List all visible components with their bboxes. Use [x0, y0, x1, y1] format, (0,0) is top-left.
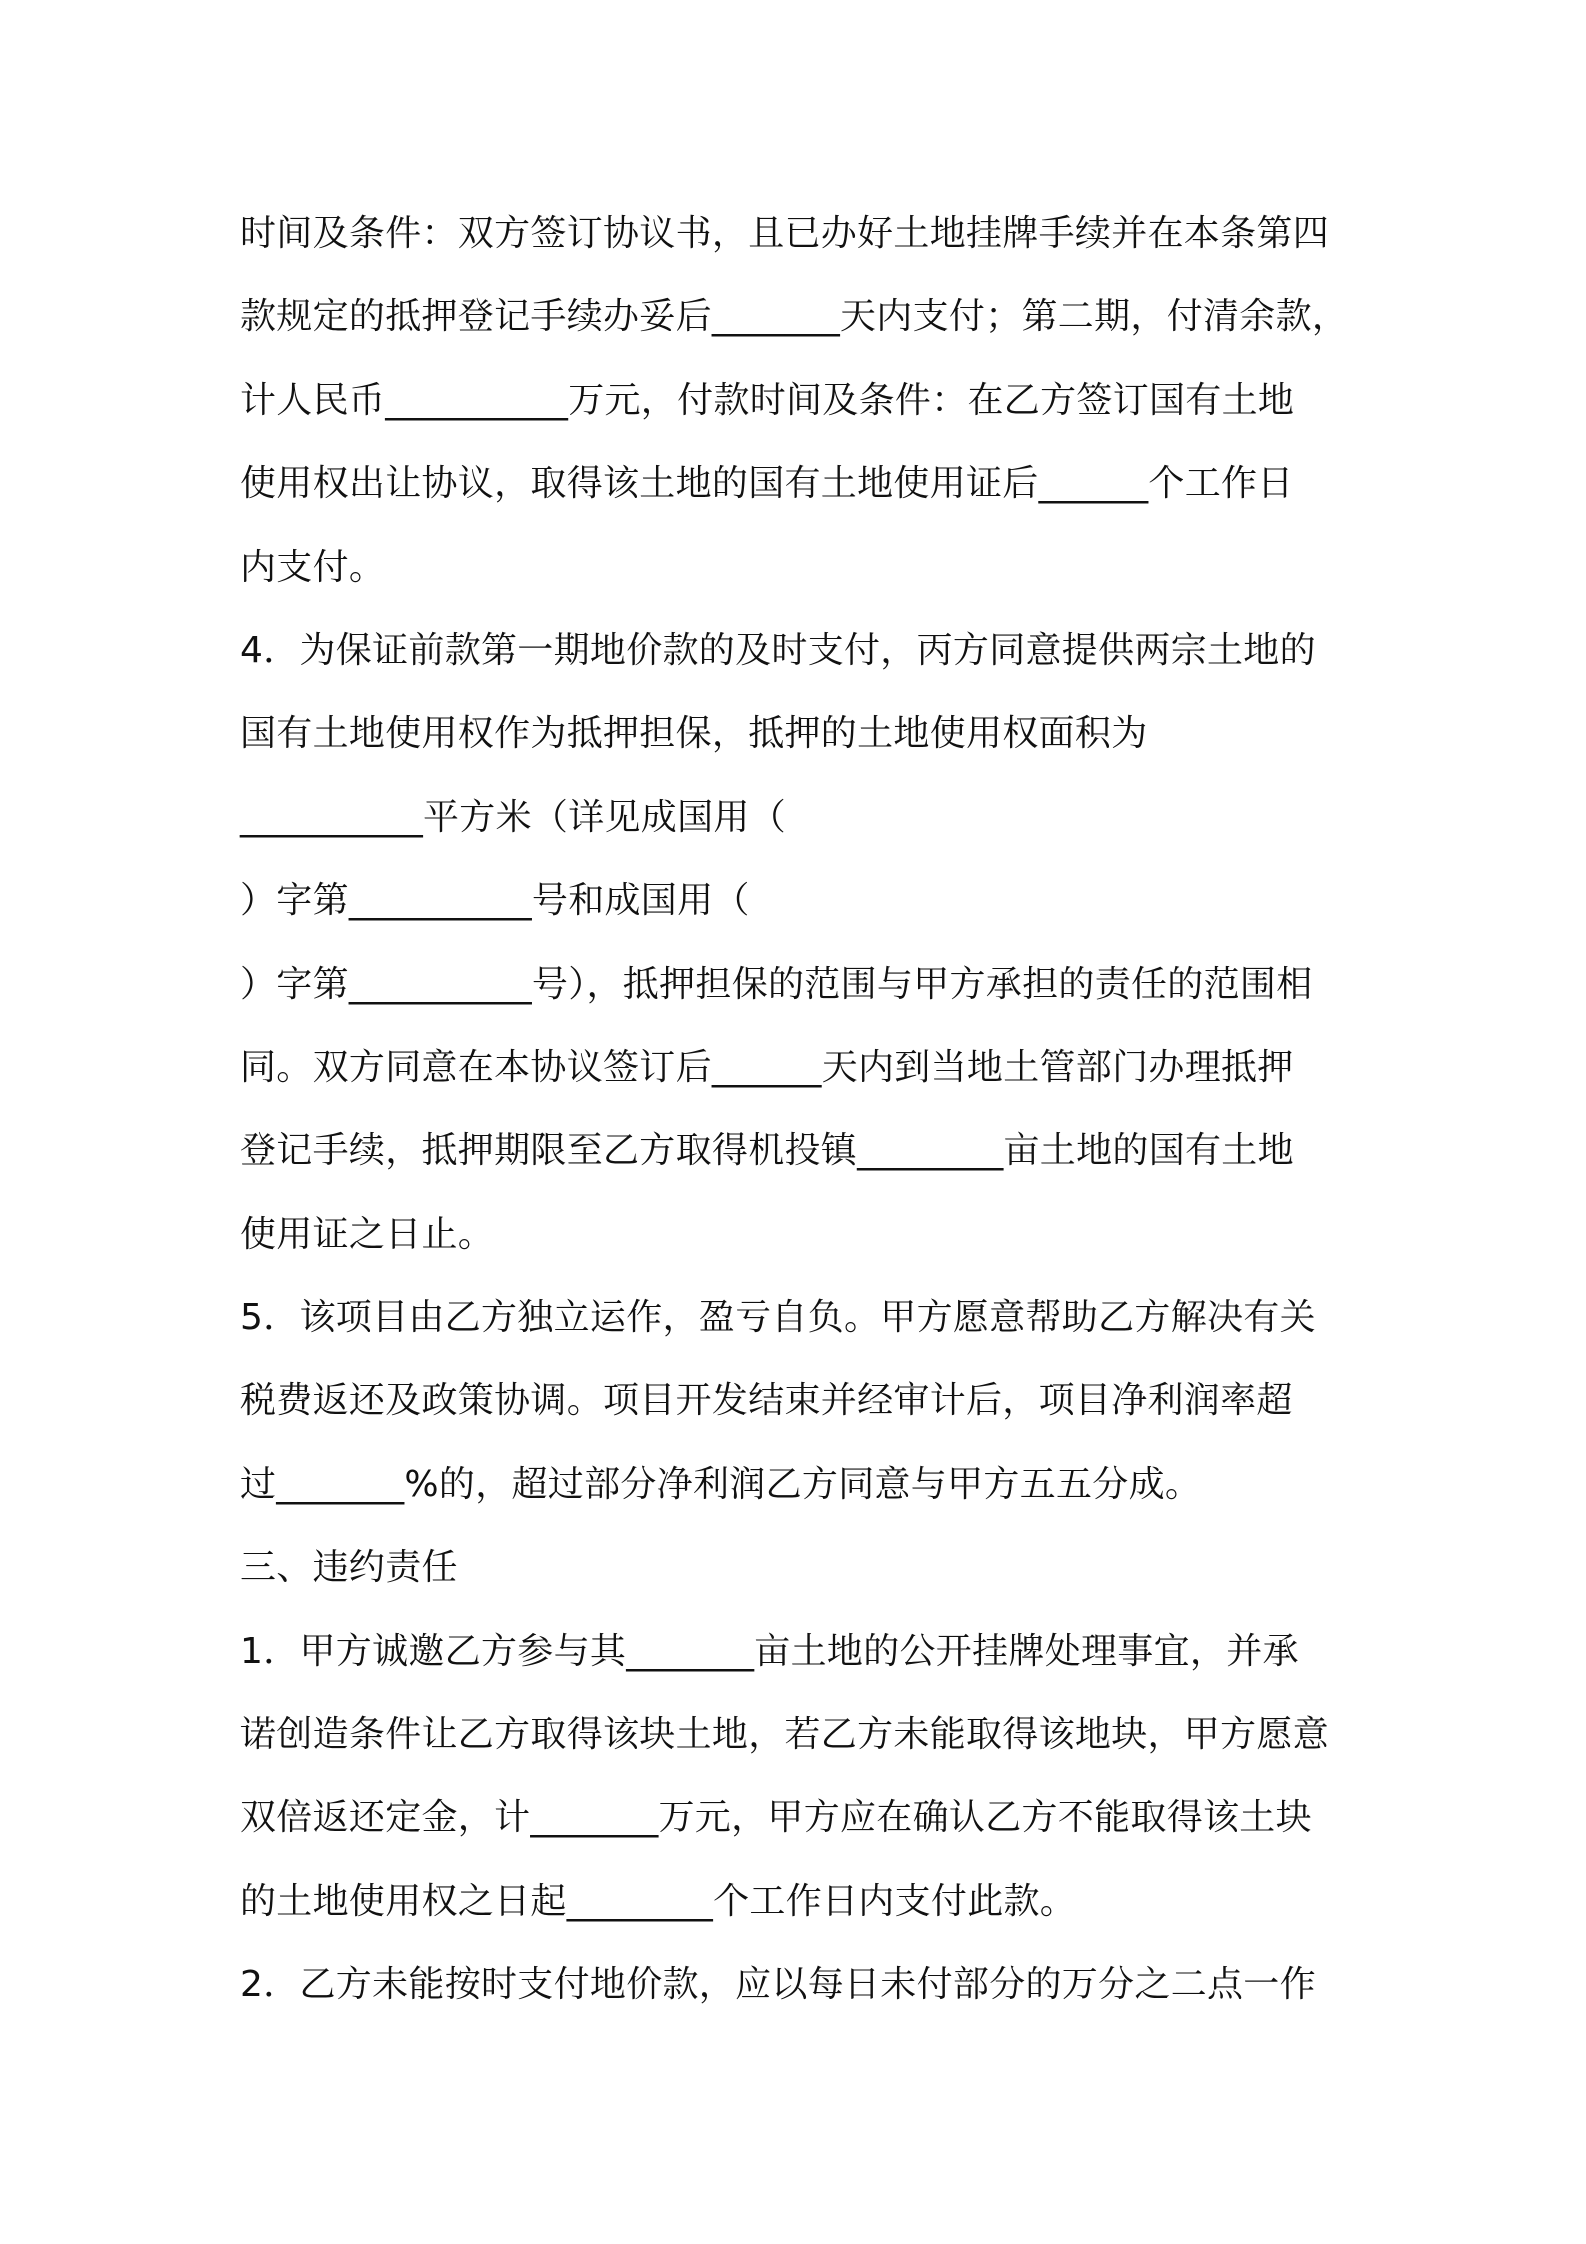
clause-2-line: 2．乙方未能按时支付地价款，应以每日未付部分的万分之二点一作	[240, 1964, 1316, 2006]
text-line: 同。双方同意在本协议签订后______天内到当地土管部门办理抵押	[240, 1046, 1294, 1088]
document-body	[240, 192, 1360, 2027]
text-line: 款规定的抵押登记手续办妥后_______天内支付；第二期，付清余款，	[240, 296, 1349, 338]
text-line: 的土地使用权之日起________个工作日内支付此款。	[240, 1880, 1077, 1922]
text-line: 双倍返还定金，计_______万元，甲方应在确认乙方不能取得该土块	[240, 1797, 1312, 1839]
section-heading: 三、违约责任	[240, 1547, 458, 1589]
text-line: ）字第__________号），抵押担保的范围与甲方承担的责任的范围相	[240, 963, 1313, 1005]
clause-4-line: 4．为保证前款第一期地价款的及时支付，丙方同意提供两宗土地的	[240, 629, 1316, 671]
text-line: 使用证之日止。	[240, 1213, 495, 1255]
text-line: 诺创造条件让乙方取得该块土地，若乙方未能取得该地块，甲方愿意	[240, 1714, 1330, 1756]
text-line: 使用权出让协议，取得该土地的国有土地使用证后______个工作日	[240, 463, 1294, 505]
text-line: 计人民币__________万元，付款时间及条件：在乙方签订国有土地	[240, 379, 1295, 421]
text-line: 国有土地使用权作为抵押担保，抵押的土地使用权面积为	[240, 713, 1148, 755]
clause-5-line: 5．该项目由乙方独立运作，盈亏自负。甲方愿意帮助乙方解决有关	[240, 1297, 1316, 1339]
text-line: 税费返还及政策协调。项目开发结束并经审计后，项目净利润率超	[240, 1380, 1293, 1422]
text-line: __________平方米（详见成国用（	[240, 796, 786, 838]
text-line: 时间及条件：双方签订协议书，且已办好土地挂牌手续并在本条第四	[240, 213, 1330, 254]
text-line: 内支付。	[240, 546, 386, 588]
text-line: 过_______%的，超过部分净利润乙方同意与甲方五五分成。	[240, 1463, 1202, 1505]
clause-1-line: 1．甲方诚邀乙方参与其_______亩土地的公开挂牌处理事宜，并承	[240, 1630, 1299, 1672]
text-line: ）字第__________号和成国用（	[240, 880, 750, 922]
text-line: 登记手续，抵押期限至乙方取得机投镇________亩土地的国有土地	[240, 1130, 1294, 1172]
